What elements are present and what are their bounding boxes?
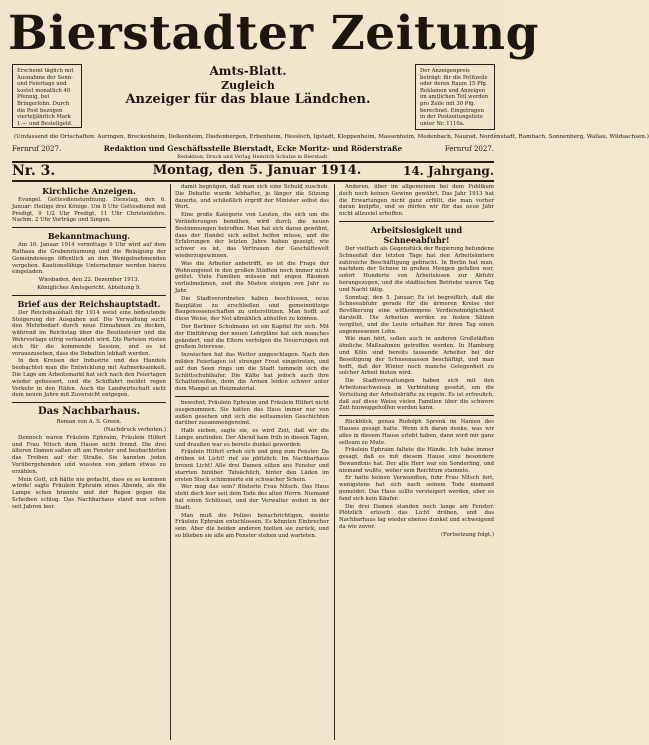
- brief-text-2: In den Kreisen der Industrie und des Handels beobachtet man die Entwicklung mit Aufmerksamkeit. Die Lage am Arbeitsmarkt hat sich nach den Feiertagen wieder gebessert, und die Schiffahrt meldet regen Verkehr in den Häfen. Auch die Landwirtschaft sieht dem neuen Jahre mit Zuversicht entgegen.: [12, 358, 166, 399]
- divider-bottom: [12, 180, 494, 182]
- col3-text-3: Sonntag, den 5. Januar: Es ist begreiflich, daß die Schneeabfuhr gerade für die ärmeren Kreise der Bevölkerung eine willkommene Verdienstmöglichkeit darstellt. Die Arbeiten werden zu festen Sätzen vergütet, und die Leute erhalten für ihren Tag einen angemessenen Lohn.: [339, 294, 494, 335]
- subtitle-block: [88, 64, 408, 108]
- col3-text-9: Die drei Damen standen noch lange am Fenster. Plötzlich erlosch das Licht drüben, und das Nachbarhaus lag wieder ebenso dunkel und schweigend da wie zuvor.: [339, 503, 494, 531]
- fernruf-right: Fernruf 2027.: [444, 145, 494, 153]
- nachbarhaus-text-2: Mein Gott, ich hätte nie gedacht, dass es so kommen würde! sagte Fräulein Ephraim eines Abends, als die Lampe schon brannte und der Regen gegen die Scheiben schlug. Das Nachbarhaus stand nun schon seit Jahren leer.: [12, 476, 166, 510]
- redaktion-address: Redaktion und Geschäftsstelle Bierstadt, Ecke Moritz- und Röderstraße: [103, 144, 403, 153]
- nachbarhaus-text-1: Dennoch waren Fräulein Ephraim, Fräulein Hilfert und Frau Nitsch dem Hause nicht fremd. Die drei älteren Damen saßen oft am Fenster und beobachteten das Treiben auf der Straße. Sie kannten jeden Vorübergehenden und wussten von jedem etwas zu erzählen.: [12, 434, 166, 475]
- col2-text-4: Die Stadtverordneten haben beschlossen, neue Bauplätze zu erschließen und gemeinnützige Baugenossenschaften zu unterstützen. Man hofft auf diese Weise, der Not allmählich abhelfen zu können.: [175, 295, 329, 323]
- separator: [339, 415, 494, 416]
- column-1: [12, 184, 166, 740]
- separator: [175, 396, 329, 397]
- col3-text-5: Die Stadtverwaltungen haben sich mit den Arbeitsnachweisen in Verbindung gesetzt, um die Verteilung der Arbeitskräfte zu regeln. Es ist erfreulich, daß auf diese Weise vielen Familien über die schwere Zeit hinweggeholfen werden kann.: [339, 378, 494, 412]
- separator: [339, 221, 494, 222]
- nachdruck-note: (Nachdruck verboten.): [103, 426, 166, 433]
- arbeitslosigkeit-heading: Arbeitslosigkeit und Schneeabfuhr!: [370, 224, 463, 245]
- column-3: [339, 184, 494, 740]
- zugleich-label: Zugleich: [221, 79, 275, 92]
- bekanntmachung-date: Wiesbaden, den 22. Dezember 1913.: [38, 277, 140, 284]
- column-divider-2: [334, 184, 335, 740]
- col2-text-10: Wer mag das sein? flüsterte Frau Nitsch. Das Haus steht doch leer seit dem Tode des alten Herrn. Niemand hat einen Schlüssel, und der Verwalter wohnt in der Stadt.: [175, 484, 329, 511]
- col3-text-2: Der vielfach als Gegenstück der Regierung befundene Schneefall der letzten Tage hat den Arbeitsämtern zahlreiche Beschäftigung gebracht. In Berlin hat man, nachdem der Schnee in großen Mengen gefallen war, sofort Hunderte von Arbeitslosen zur Abfuhr herangezogen, und die städtischen Betriebe waren Tag und Nacht tätig.: [339, 245, 494, 293]
- col2-text-7: bewohnt, Fräulein Ephraim und Fräulein Hilfert nicht ausgenommen. Sie hatten das Haus immer nur von außen gesehen und sich die seltsamsten Geschichten darüber zusammengereimt.: [175, 399, 329, 427]
- nachbarhaus-author: Roman von A. S. Green.: [56, 419, 122, 426]
- bekanntmachung-heading: Bekanntmachung.: [47, 231, 131, 242]
- col3-text-6: Rückblick, genau Rudolph Sprenk im Namen des Hauses gesagt hatte. Wenn ich daran denke, was wir alles in diesem Hause erlebt haben, dann wird mir ganz seltsam zu Mute.: [339, 419, 494, 446]
- issue-date: Montag, den 5. Januar 1914.: [152, 163, 362, 178]
- issue-number: Nr. 3.: [12, 163, 56, 179]
- advertising-rates-box: Der Anzeigenpreis beträgt: für die Petitzeile oder deren Raum 15 Pfg. Reklamen und Anzeigen im amtlichen Teil werden pro Zeile mit 30 Pfg. berechnet. Eingetragen in der Postzeitungsliste unter Nr. 1110a.: [415, 64, 495, 130]
- subscription-box: Erscheint täglich mit Ausnahme der Sonn- und Feiertage und kostet monatlich 40 Pfennig, bei Bringerlohn. Durch die Post bezogen vierteljährlich Mark 1.— und Bestellgeld.: [12, 64, 82, 128]
- amtsblatt-label: Amts-Blatt.: [209, 64, 287, 78]
- brief-text-1: Der Reichshaushalt für 1914 weist eine bedeutende Steigerung der Ausgaben auf. Die Verwaltung sucht den Mehrbedarf durch neue Einnahmen zu decken, während im Reichstag über die Besitzsteuer und die Wehrvorlage eifrig verhandelt wird. Die Parteien rüsten sich für die kommende Session, und es ist vorauszusehen, dass die Debatten lebhaft werden.: [12, 309, 166, 357]
- publisher-line: Redaktion, Druck und Verlag Heinrich Schulze in Bierstadt.: [177, 154, 329, 160]
- col2-text-5: Der Berliner Schulmann ist ein Kapitel für sich. Mit der Einführung der neuen Lehrpläne hat sich manches geändert, und die Eltern verfolgen die Neuerungen mit großem Interesse.: [175, 323, 329, 351]
- col3-text-4: Wie man hört, sollen auch in anderen Großstädten ähnliche Maßnahmen getroffen werden. In Hamburg und Köln sind bereits tausende Arbeiter bei der Beseitigung der Schneemassen beschäftigt, und man hofft, daß der Winter noch manche Gelegenheit zu solcher Arbeit bieten wird.: [339, 336, 494, 377]
- anzeiger-title: Anzeiger für das blaue Ländchen.: [125, 92, 371, 107]
- col2-text-8: Halb sieben, sagte sie, es wird Zeit, daß wir die Lampe anzünden. Der Abend kam früh in diesen Tagen, und draußen war es bereits dunkel geworden.: [175, 428, 329, 448]
- column-2: [175, 184, 329, 740]
- col2-text-9: Fräulein Hilfert erhob sich und ging zum Fenster. Da drüben ist Licht! rief sie plötzlich. Im Nachbarhaus brennt Licht! Alle drei Damen eilten ans Fenster und starrten hinüber. Tatsächlich, hinter den Läden im ersten Stock schimmerte ein schwacher Schein.: [175, 449, 329, 483]
- brief-heading: Brief aus der Reichshauptstadt.: [17, 298, 161, 309]
- col3-text-1: Anderen, über im allgemeinen bei dem Publikum doch noch keinen Gewinn gewährt. Das Jahr 1913 hat die Erwartungen nicht ganz erfüllt, die man vorher daran knüpfte, und so dürfen wir für das neue Jahr nicht allzuviel erhoffen.: [339, 184, 494, 218]
- col3-text-7: Fräulein Ephraim faltete die Hände. Ich habe immer gesagt, daß es mit diesem Hause eine besondere Bewandtnis hat. Der alte Herr war ein Sonderling, und niemand wußte, woher sein Reichtum stammte.: [339, 447, 494, 474]
- col2-text-2: Eine große Kategorie von Leuten, die sich um die Veränderungen bemühen, wird durch die neuen Bestimmungen betroffen. Man hat sich daran gewöhnt, dass der Handel sich selbst helfen müsse, und die Erfahrungen der letzten Jahre haben gezeigt, wie schwer es ist, das Vertrauen der Geschäftswelt wiederzugewinnen.: [175, 212, 329, 259]
- fortsetzung-note: (Fortsetzung folgt.): [440, 531, 494, 538]
- fernruf-left: Fernruf 2027.: [12, 145, 62, 153]
- nachbarhaus-heading: Das Nachbarhaus.: [37, 406, 141, 418]
- bekanntmachung-signature: Königliches Amtsgericht. Abteilung 9.: [37, 284, 141, 291]
- separator: [12, 402, 166, 403]
- issue-jahrgang: 14. Jahrgang.: [402, 164, 494, 178]
- masthead-title: Bierstadter Zeitung: [8, 6, 539, 61]
- bekanntmachung-text: Am 10. Januar 1914 vormittags 9 Uhr wird auf dem Rathaus die Grabenräumung und die Reinigung der Gemeindewege öffentlich an den Wenigstnehmenden vergeben. Kautionsfähige Unternehmer werden hierzu eingeladen.: [12, 242, 166, 276]
- col2-text-1: damit begnügen, daß man sich eine Schuld zuschob. Die Debatte wurde lebhafter, je länger die Sitzung dauerte, und schließlich ergriff der Minister selbst das Wort.: [175, 184, 329, 211]
- column-divider-1: [170, 184, 171, 740]
- col2-text-6: Inzwischen hat das Wetter umgeschlagen. Nach den milden Feiertagen ist strenger Frost eingetreten, und auf den Seen rings um die Stadt tummeln sich die Schlittschuhläufer. Die Kälte hat jedoch auch ihre Schattenseiten, denn die Armen leiden schwer unter dem Mangel an Heizmaterial.: [175, 352, 329, 393]
- separator: [12, 295, 166, 296]
- col2-text-3: Was die Arbeiter anbetrifft, so ist die Frage der Wohnungsnot in den großen Städten noch immer nicht gelöst. Viele Familien müssen mit engen Räumen vorliebnehmen, und die Mieten steigen von Jahr zu Jahr.: [175, 260, 329, 294]
- kirchliche-heading: Kirchliche Anzeigen.: [42, 186, 136, 196]
- col3-text-8: Er hatte keinen Verwandten, fuhr Frau Nitsch fort, wenigstens hat sich nach seinem Tode niemand gemeldet. Das Haus sollte versteigert werden, aber es fand sich kein Käufer.: [339, 475, 494, 502]
- col2-text-11: Man muß die Polizei benachrichtigen, meinte Fräulein Ephraim entschlossen. Es könnten Einbrecher sein. Aber die beiden anderen hielten sie zurück, und so blieben sie alle am Fenster stehen und warteten.: [175, 512, 329, 540]
- towns-list: (Umfassend die Ortschaften: Auringen, Breckenheim, Delkenheim, Diedenbergen, Erbenheim, Hessloch, Igstadt, Kloppenheim, Massenheim, Medenbach, Naurod, Nordenstadt, Rambach, Sonnenberg, Wallau, Wildsachsen.): [14, 134, 649, 140]
- issue-row: [12, 163, 494, 179]
- kirchliche-text: Evangel. Gottesdienstordnung. Dienstag, den 6. Januar: Heilige drei Könige. Um 8 Uhr Gottesdienst mit Predigt, 9 1/2 Uhr Predigt, 11 Uhr Christenlehre. Nachm. 2 Uhr Vorträge und Singen.: [12, 197, 166, 224]
- separator: [12, 227, 166, 228]
